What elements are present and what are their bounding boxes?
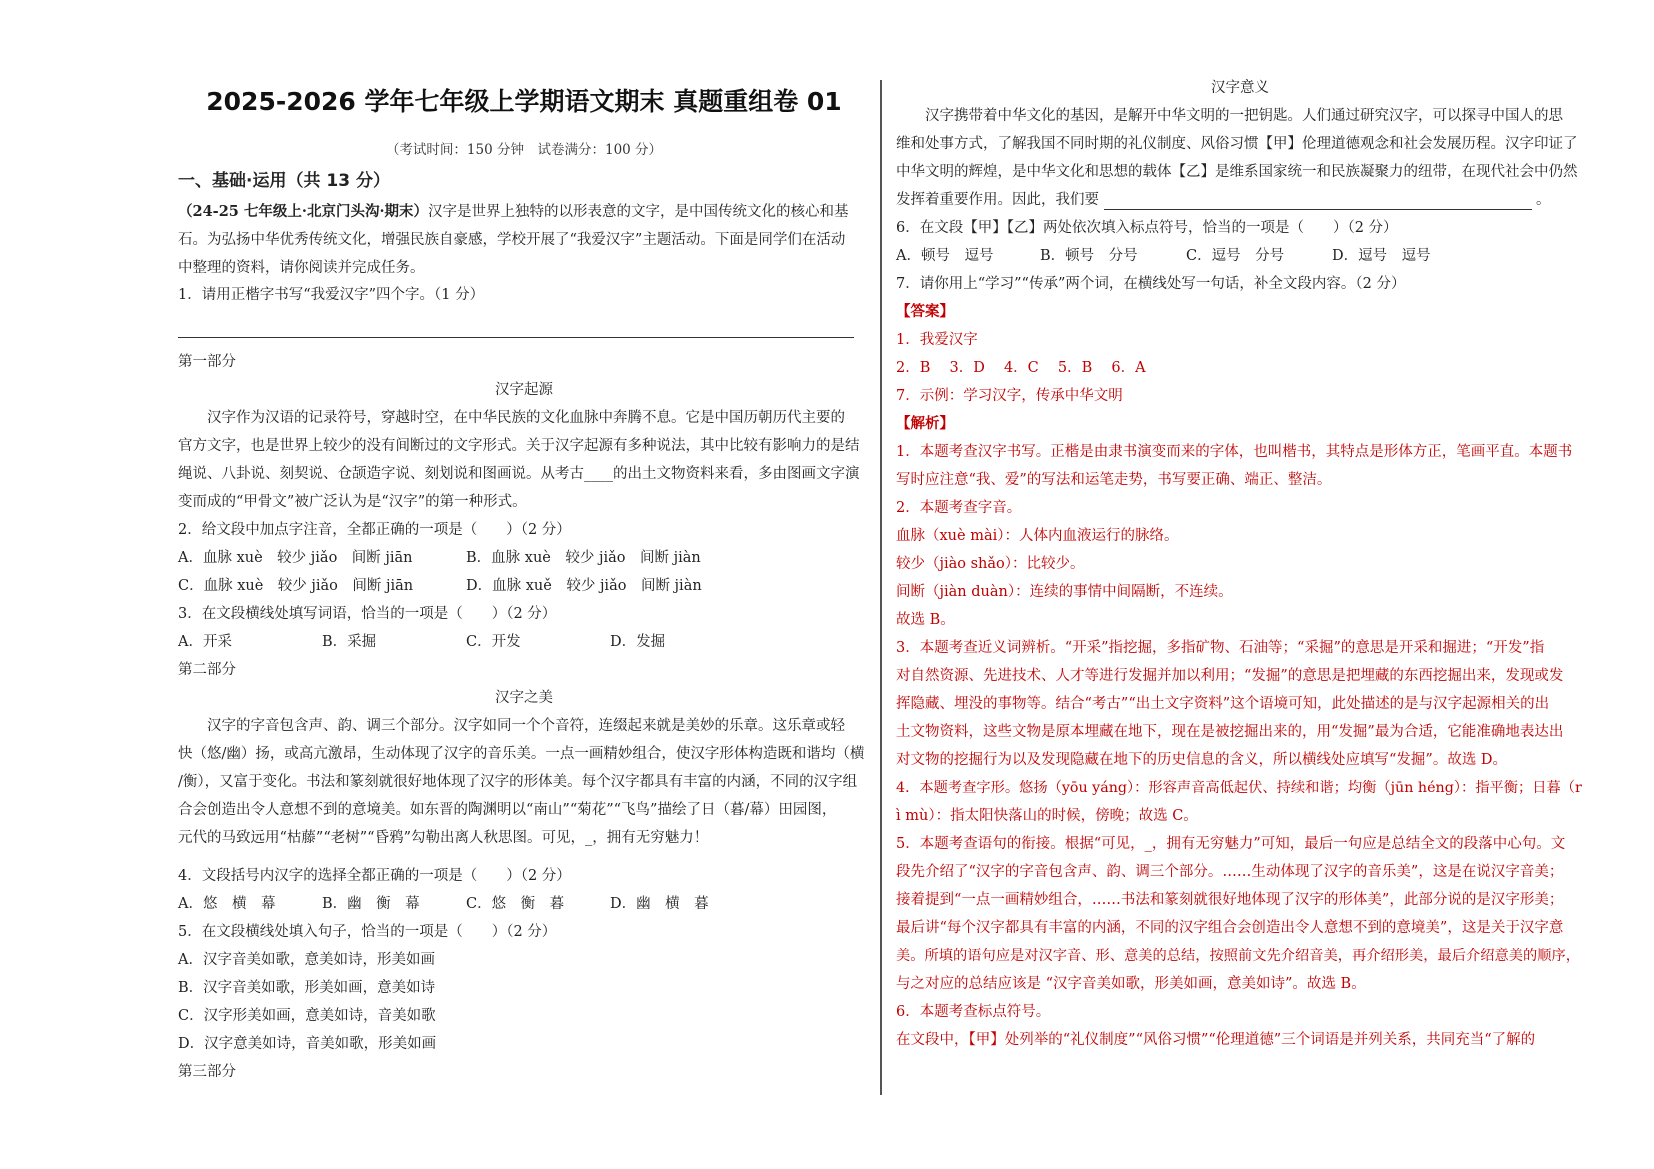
intro-line: （24-25 七年级上·北京门头沟·期末）汉字是世界上独特的以形表意的文字，是中国传统文化的核心和基 xyxy=(178,203,849,220)
passage-line: 汉字携带着中华文化的基因，是解开中华文明的一把钥匙。人们通过研究汉字，可以探寻中国人的思 xyxy=(925,108,1563,124)
option: A．顿号 逗号 xyxy=(896,248,994,264)
intro-line: 中整理的资料，请你阅读并完成任务。 xyxy=(178,260,425,276)
option: D．发掘 xyxy=(610,634,666,650)
question-4: 4．文段括号内汉字的选择全都正确的一项是（ ）（2 分） xyxy=(178,868,571,884)
analysis-line: 2．本题考查字音。 xyxy=(896,500,1022,516)
option: A．悠 横 幕 xyxy=(178,896,276,912)
question-1: 1．请用正楷字书写“我爱汉字”四个字。（1 分） xyxy=(178,287,485,303)
passage-line: 合会创造出令人意想不到的意境美。如东晋的陶渊明以“南山”“菊花”“飞鸟”描绘了日（暮/幕）田园图， xyxy=(178,802,837,818)
analysis-line: 6．本题考查标点符号。 xyxy=(896,1004,1051,1020)
part-label: 第三部分 xyxy=(178,1064,236,1080)
question-6: 6．在文段【甲】【乙】两处依次填入标点符号，恰当的一项是（ ）（2 分） xyxy=(896,220,1398,236)
analysis-line: 对文物的挖掘行为以及发现隐藏在地下的历史信息的含义，所以横线处应填写“发掘”。故选 D。 xyxy=(896,752,1508,768)
option: A．汉字音美如歌，意美如诗，形美如画 xyxy=(178,952,435,968)
analysis-line: 间断（jiàn duàn）：连续的事情中间隔断，不连续。 xyxy=(896,584,1233,600)
part-title: 汉字之美 xyxy=(495,690,553,706)
answer-line: 1．我爱汉字 xyxy=(896,332,978,348)
analysis-line: 最后讲“每个汉字都具有丰富的内涵，不同的汉字组合会创造出令人意想不到的意境美”，这是关于汉字意 xyxy=(896,920,1564,936)
passage-line: 汉字的字音包含声、韵、调三个部分。汉字如同一个个音符，连缀起来就是美妙的乐章。这乐章或轻 xyxy=(207,718,845,734)
analysis-line: 在文段中，【甲】处列举的“礼仪制度”“风俗习惯”“伦理道德”三个词语是并列关系，共同充当“了解的 xyxy=(896,1032,1536,1048)
answer-line: 7．示例：学习汉字，传承中华文明 xyxy=(896,388,1123,404)
question-source: （24-25 七年级上·北京门头沟·期末） xyxy=(178,203,429,220)
passage-line: 官方文字，也是世界上较少的没有间断过的文字形式。关于汉字起源有多种说法，其中比较有影响力的是结 xyxy=(178,438,860,454)
part-title: 汉字意义 xyxy=(1211,80,1269,96)
passage-line: /衡），又富于变化。书法和篆刻就很好地体现了汉字的形体美。每个汉字都具有丰富的内涵，不同的汉字组 xyxy=(178,774,858,790)
option: C．悠 衡 暮 xyxy=(466,896,565,912)
option: B．汉字音美如歌，形美如画，意美如诗 xyxy=(178,980,436,996)
intro-line: 石。为弘扬中华优秀传统文化，增强民族自豪感，学校开展了“我爱汉字”主题活动。下面是同学们在活动 xyxy=(178,232,846,248)
option: A．血脉 xuè 较少 jiǎo 间断 jiān xyxy=(178,550,413,566)
option: D．逗号 逗号 xyxy=(1332,248,1431,264)
answer-label: 【答案】 xyxy=(896,303,954,320)
option: B．幽 衡 幕 xyxy=(322,896,420,912)
analysis-line: ì mù）：指太阳快落山的时候，傍晚；故选 C。 xyxy=(896,808,1198,824)
passage-line: 中华文明的辉煌，是中华文化和思想的载体【乙】是维系国家统一和民族凝聚力的纽带，在现代社会中仍然 xyxy=(896,164,1578,180)
analysis-line: 与之对应的总结应该是 “汉字音美如歌，形美如画，意美如诗”。故选 B。 xyxy=(896,976,1366,992)
option: B．顿号 分号 xyxy=(1040,248,1138,264)
option: D．幽 横 暮 xyxy=(610,896,709,912)
analysis-line: 写时应注意“我、爱”的写法和运笔走势，书写要正确、端正、整洁。 xyxy=(896,472,1332,488)
analysis-line: 对自然资源、先进技术、人才等进行发掘并加以利用；“发掘”的意思是把埋藏的东西挖掘出来，发现或发 xyxy=(896,668,1564,684)
fill-blank-line xyxy=(1104,209,1532,210)
analysis-line: 接着提到“一点一画精妙组合，……书法和篆刻就很好地体现了汉字的形体美”，此部分说的是汉字形美； xyxy=(896,892,1564,908)
option: C．逗号 分号 xyxy=(1186,248,1285,264)
analysis-line: 3．本题考查近义词辨析。“开采”指挖掘，多指矿物、石油等；“采掘”的意思是开采和掘进；“开发”指 xyxy=(896,640,1545,656)
analysis-line: 段先介绍了“汉字的字音包含声、韵、调三个部分。……生动体现了汉字的音乐美”，这是在说汉字音美； xyxy=(896,864,1564,880)
analysis-line: 4．本题考查字形。悠扬（yōu yáng）：形容声音高低起伏、持续和谐；均衡（jūn héng）：指平衡；日暮（r xyxy=(896,780,1582,796)
option: B．血脉 xuè 较少 jiǎo 间断 jiàn xyxy=(466,550,701,566)
option: D．汉字意美如诗，音美如歌，形美如画 xyxy=(178,1036,437,1052)
passage-line: 绳说、八卦说、刻契说、仓颉造字说、刻划说和图画说。从考古____的出土文物资料来看，多由图画文字演 xyxy=(178,466,860,482)
option: C．汉字形美如画，意美如诗，音美如歌 xyxy=(178,1008,436,1024)
page-title: 2025-2026 学年七年级上学期语文期末 真题重组卷 01 xyxy=(206,87,842,116)
exam-info: （考试时间：150 分钟 试卷满分：100 分） xyxy=(385,142,663,158)
part-label: 第二部分 xyxy=(178,662,236,678)
passage-line: 汉字作为汉语的记录符号，穿越时空，在中华民族的文化血脉中奔腾不息。它是中国历朝历代主要的 xyxy=(207,410,845,426)
answer-line: 2．B 3．D 4．C 5．B 6．A xyxy=(896,360,1146,376)
analysis-label: 【解析】 xyxy=(896,415,954,432)
section-heading: 一、基础·运用（共 13 分） xyxy=(178,171,390,191)
passage-line: 元代的马致远用“枯藤”“老树”“昏鸦”勾勒出离人秋思图。可见，_，拥有无穷魅力！ xyxy=(178,830,709,846)
analysis-line: 土文物资料，这些文物是原本埋藏在地下，现在是被挖掘出来的，用“发掘”最为合适，它能准确地表达出 xyxy=(896,724,1564,740)
passage-line: 快（悠/幽）扬，或高亢激昂，生动体现了汉字的音乐美。一点一画精妙组合，使汉字形体构造既和谐均（横 xyxy=(178,746,865,762)
option: A．开采 xyxy=(178,634,232,650)
option: C．血脉 xuè 较少 jiǎo 间断 jiān xyxy=(178,578,414,594)
analysis-line: 较少（jiào shǎo）：比较少。 xyxy=(896,556,1085,572)
passage-line: 变而成的“甲骨文”被广泛认为是“汉字”的第一种形式。 xyxy=(178,494,527,510)
option: D．血脉 xuě 较少 jiǎo 间断 jiàn xyxy=(466,578,702,594)
analysis-line: 血脉（xuè mài）：人体内血液运行的脉络。 xyxy=(896,528,1179,544)
question-7: 7．请你用上“学习”“传承”两个词，在横线处写一句话，补全文段内容。（2 分） xyxy=(896,276,1406,292)
part-label: 第一部分 xyxy=(178,354,236,370)
end-mark: 。 xyxy=(1536,192,1551,208)
part-title: 汉字起源 xyxy=(495,382,553,398)
passage-line: 发挥着重要作用。因此，我们要 xyxy=(896,192,1099,208)
option: C．开发 xyxy=(466,634,521,650)
analysis-line: 5．本题考查语句的衔接。根据“可见，_，拥有无穷魅力”可知，最后一句应是总结全文的段落中心句。文 xyxy=(896,836,1566,852)
column-divider xyxy=(880,80,882,1095)
option: B．采掘 xyxy=(322,634,377,650)
analysis-line: 1．本题考查汉字书写。正楷是由隶书演变而来的字体，也叫楷书，其特点是形体方正，笔画平直。本题书 xyxy=(896,444,1573,460)
question-2: 2．给文段中加点字注音，全都正确的一项是（ ）（2 分） xyxy=(178,522,571,538)
passage-line: 维和处事方式，了解我国不同时期的礼仪制度、风俗习惯【甲】伦理道德观念和社会发展历程。汉字印证了 xyxy=(896,136,1578,152)
analysis-line: 故选 B。 xyxy=(896,612,955,628)
question-3: 3．在文段横线处填写词语，恰当的一项是（ ）（2 分） xyxy=(178,606,557,622)
analysis-line: 挥隐藏、埋没的事物等。结合“考古”“出土文字资料”这个语境可知，此处描述的是与汉字起源相关的出 xyxy=(896,696,1550,712)
analysis-line: 美。所填的语句应是对汉字音、形、意美的总结，按照前文先介绍音美，再介绍形美，最后介绍意美的顺序， xyxy=(896,948,1581,964)
question-5: 5．在文段横线处填入句子，恰当的一项是（ ）（2 分） xyxy=(178,924,557,940)
answer-writing-line xyxy=(178,337,854,338)
